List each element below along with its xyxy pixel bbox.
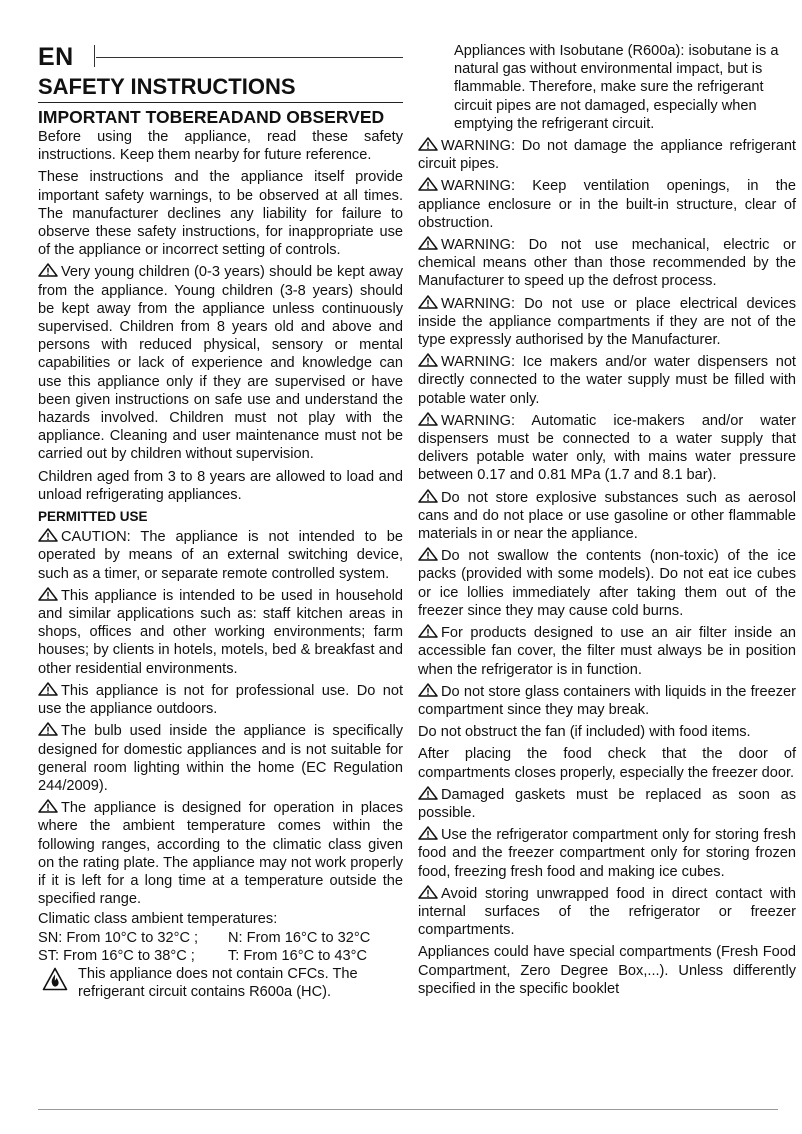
warning-water-supply: WARNING: Automatic ice-makers and/or water dispensers must be connected to a water supply that delivers potable water only, with mains water pressure between 0.17 and 0.81 MPa (1.7 and 8.1 bar). <box>418 412 796 484</box>
ambient-temperature-notice: The appliance is designed for operation in places where the ambient temperature comes within the following ranges, according to the climatic class given on the rating plate. The appliance may not work properly if it is left for a long time at a temperature outside the specified range. <box>38 800 403 908</box>
header-rule <box>96 57 403 58</box>
header-divider-tick <box>94 45 95 67</box>
warning-ice-makers: WARNING: Ice makers and/or water dispensers not directly connected to the water supply must be filled with potable water only. <box>418 354 796 407</box>
intro-paragraph: Before using the appliance, read these safety instructions. Keep them nearby for future reference. <box>38 129 403 164</box>
warning-electrical-devices: WARNING: Do not use or place electrical devices inside the appliance compartments if they are not of the type expressly authorised by the Manufacturer. <box>418 295 796 349</box>
climate-st: ST: From 16°C to 38°C ; <box>38 947 195 964</box>
not-professional-use: This appliance is not for professional use. Do not use the appliance outdoors. <box>38 682 403 718</box>
permitted-use-heading: PERMITTED USE <box>38 509 148 525</box>
climatic-class-heading: Climatic class ambient temperatures: <box>38 911 278 928</box>
warning-icon <box>38 528 58 542</box>
language-code: EN <box>38 43 74 71</box>
climate-row-2 <box>38 947 403 965</box>
warning-icon <box>38 722 58 736</box>
warning-icon <box>418 624 438 638</box>
warning-icon <box>418 236 438 250</box>
page-subtitle: IMPORTANT TOBEREADAND OBSERVED <box>38 107 385 127</box>
warning-compartment-use: Use the refrigerator compartment only for storing fresh food and the freezer compartment only for storing frozen food, freezing fresh food and making ice cubes. <box>418 827 796 880</box>
warning-icon <box>418 295 438 309</box>
climate-row-1 <box>38 929 403 947</box>
footer-rule <box>38 1109 778 1110</box>
climate-sn: SN: From 10°C to 32°C ; <box>38 929 199 946</box>
warning-icon <box>418 826 438 840</box>
warning-gaskets: Damaged gaskets must be replaced as soon as possible. <box>418 786 796 821</box>
warning-glass-containers: Do not store glass containers with liquids in the freezer compartment since they may break. <box>418 683 796 718</box>
children-loading-paragraph: Children aged from 3 to 8 years are allowed to load and unload refrigerating appliances. <box>38 468 403 503</box>
left-column <box>38 42 403 1001</box>
warning-ventilation: WARNING: Keep ventilation openings, in the appliance enclosure or in the built-in structure, clear of obstruction. <box>418 178 796 231</box>
flammable-icon <box>42 967 68 991</box>
door-notice: After placing the food check that the door of compartments closes properly, especially the freezer door. <box>418 746 796 781</box>
warning-icon <box>38 263 58 277</box>
isobutane-notice: Appliances with Isobutane (R600a): isobutane is a natural gas without environmental impact, but is flammable. Therefore, make sure the refrigerant circuit pipes are not damaged, especially when emptying the refrigerant circuit. <box>454 43 779 132</box>
warning-icon <box>38 799 58 813</box>
warning-icon <box>418 177 438 191</box>
page-title: SAFETY INSTRUCTIONS <box>38 74 403 103</box>
warning-ice-packs: Do not swallow the contents (non-toxic) of the ice packs (provided with some models). Do not eat ice cubes or ice lollies immediately after taking them out of the freezer since they may cause cold burns. <box>418 548 796 619</box>
bulb-notice: The bulb used inside the appliance is specifically designed for domestic appliances and is not suitable for general room lighting within the home (EC Regulation 244/2009). <box>38 723 403 794</box>
warning-icon <box>418 786 438 800</box>
warning-defrost: WARNING: Do not use mechanical, electric or chemical means other than those recommended by the Manufacturer to speed up the defrost process. <box>418 237 796 290</box>
warning-unwrapped-food: Avoid storing unwrapped food in direct contact with internal surfaces of the refrigerator or freezer compartments. <box>418 885 796 939</box>
warning-icon <box>418 885 438 899</box>
warning-icon <box>38 587 58 601</box>
right-column <box>418 42 796 1002</box>
cfc-note <box>38 965 403 1001</box>
warning-icon <box>418 353 438 367</box>
climate-n: N: From 16°C to 32°C <box>228 929 371 946</box>
warning-icon <box>418 412 438 426</box>
warning-icon <box>418 489 438 503</box>
warning-icon <box>418 547 438 561</box>
climate-t: T: From 16°C to 43°C <box>228 947 368 964</box>
warning-explosives: Do not store explosive substances such as aerosol cans and do not place or use gasoline or other flammable materials in or near the appliance. <box>418 489 796 543</box>
warning-circuit-pipes: WARNING: Do not damage the appliance refrigerant circuit pipes. <box>418 138 796 173</box>
caution-switching: CAUTION: The appliance is not intended to be operated by means of an external switching device, such as a timer, or separate remote controlled system. <box>38 529 403 582</box>
special-compartments-notice: Appliances could have special compartments (Fresh Food Compartment, Zero Degree Box,...). Unless differently specified in the specific booklet <box>418 944 796 997</box>
warning-icon <box>418 137 438 151</box>
household-use: This appliance is intended to be used in household and similar applications such as: staff kitchen areas in shops, offices and other working environments; farm houses; by clients in hotels, motels, bed & breakfast and other residential environments. <box>38 587 403 677</box>
cfc-note-text: This appliance does not contain CFCs. The refrigerant circuit contains R600a (HC). <box>78 965 358 1001</box>
warning-icon <box>38 682 58 696</box>
language-header <box>38 42 403 72</box>
warning-icon <box>418 683 438 697</box>
warning-air-filter: For products designed to use an air filter inside an accessible fan cover, the filter must always be in position when the refrigerator is in function. <box>418 625 796 678</box>
children-warning: Very young children (0-3 years) should be kept away from the appliance. Young children (3-8 years) should be kept away from the appliance unless continuously supervised. Children from 8 years old and above and persons with reduced physical, sensory or mental capabilities or lack of experience and knowledge can use this appliance only if they are supervised or have been given instructions on safe use and understand the hazards involved. Children must not play with the appliance. Cleaning and user maintenance must not be carried out by children without supervision. <box>38 264 403 463</box>
liability-paragraph: These instructions and the appliance itself provide important safety warnings, to be observed at all times. The manufacturer declines any liability for failure to observe these safety instructions, for inappropriate use of the appliance or incorrect setting of controls. <box>38 169 403 259</box>
fan-notice: Do not obstruct the fan (if included) with food items. <box>418 724 751 741</box>
